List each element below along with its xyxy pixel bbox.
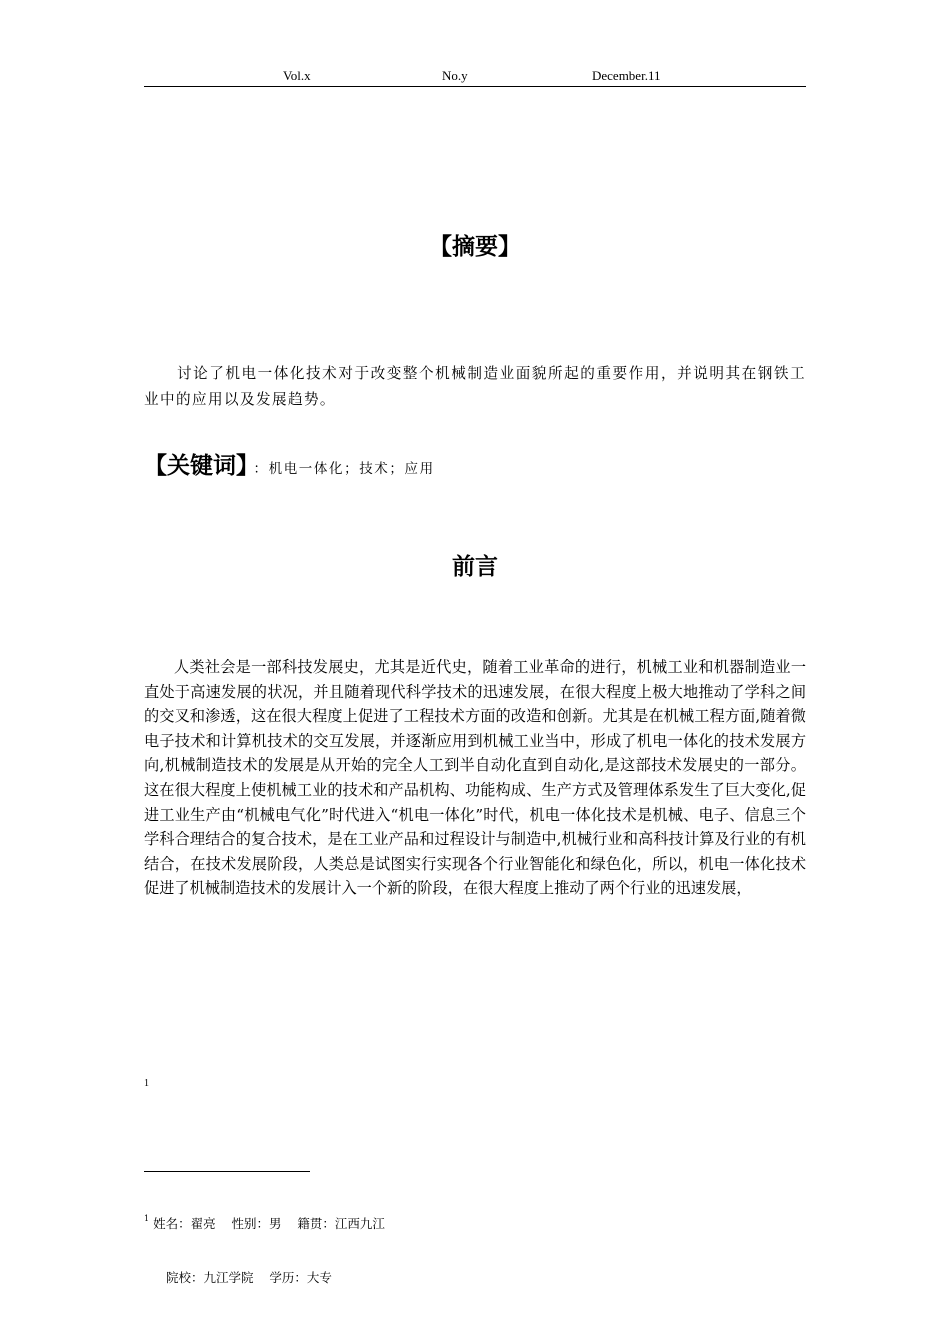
header-number: No.y (442, 68, 468, 83)
header-date: December.11 (592, 68, 661, 83)
keywords-line (144, 447, 806, 480)
keywords-label: 【关键词】 (144, 453, 248, 479)
running-header (144, 68, 806, 87)
footnote-author-info: 姓名：翟亮 性别：男 籍贯：江西九江 (149, 1216, 385, 1231)
footnote-marker: 1 (144, 1214, 150, 1223)
footnote-divider (144, 1171, 310, 1172)
footnote (144, 1179, 385, 1305)
preface-title: 前言 (452, 554, 498, 580)
footnote-line-2: 院校：九江学院 学历：大专 (166, 1270, 332, 1285)
footnote-line-1 (144, 1215, 385, 1233)
header-volume: Vol.x (283, 68, 311, 83)
keywords-values: ：机电一体化；技术；应用 (253, 461, 435, 477)
abstract-title: 【摘要】 (429, 234, 521, 260)
footnote-reference-mark: 1 (144, 1078, 149, 1089)
preface-body: 人类社会是一部科技发展史，尤其是近代史，随着工业革命的进行，机械工业和机器制造业一直处于高速发展的状况，并且随着现代科学技术的迅速发展，在很大程度上极大地推动了学科之间的交叉和渗透，这在很大程度上促进了工程技术方面的改造和创新。尤其是在机械工程方面,随着微电子技术和计算机技术的交互发展，并逐渐应用到机械工业当中，形成了机电一体化的技术发展方向,机械制造技术的发展是从开始的完全人工到半自动化直到自动化,是这部技术发展史的一部分。这在很大程度上使机械工业的技术和产品机构、功能构成、生产方式及管理体系发生了巨大变化,促进工业生产由“机械电气化”时代进入“机电一体化”时代，机电一体化技术是机械、电子、信息三个学科合理结合的复合技术，是在工业产品和过程设计与制造中,机械行业和高科技计算及行业的有机结合，在技术发展阶段，人类总是试图实行实现各个行业智能化和绿色化，所以，机电一体化技术促进了机械制造技术的发展计入一个新的阶段，在很大程度上推动了两个行业的迅速发展， (144, 658, 806, 898)
abstract-text: 讨论了机电一体化技术对于改变整个机械制造业面貌所起的重要作用，并说明其在钢铁工业中的应用以及发展趋势。 (144, 365, 806, 408)
